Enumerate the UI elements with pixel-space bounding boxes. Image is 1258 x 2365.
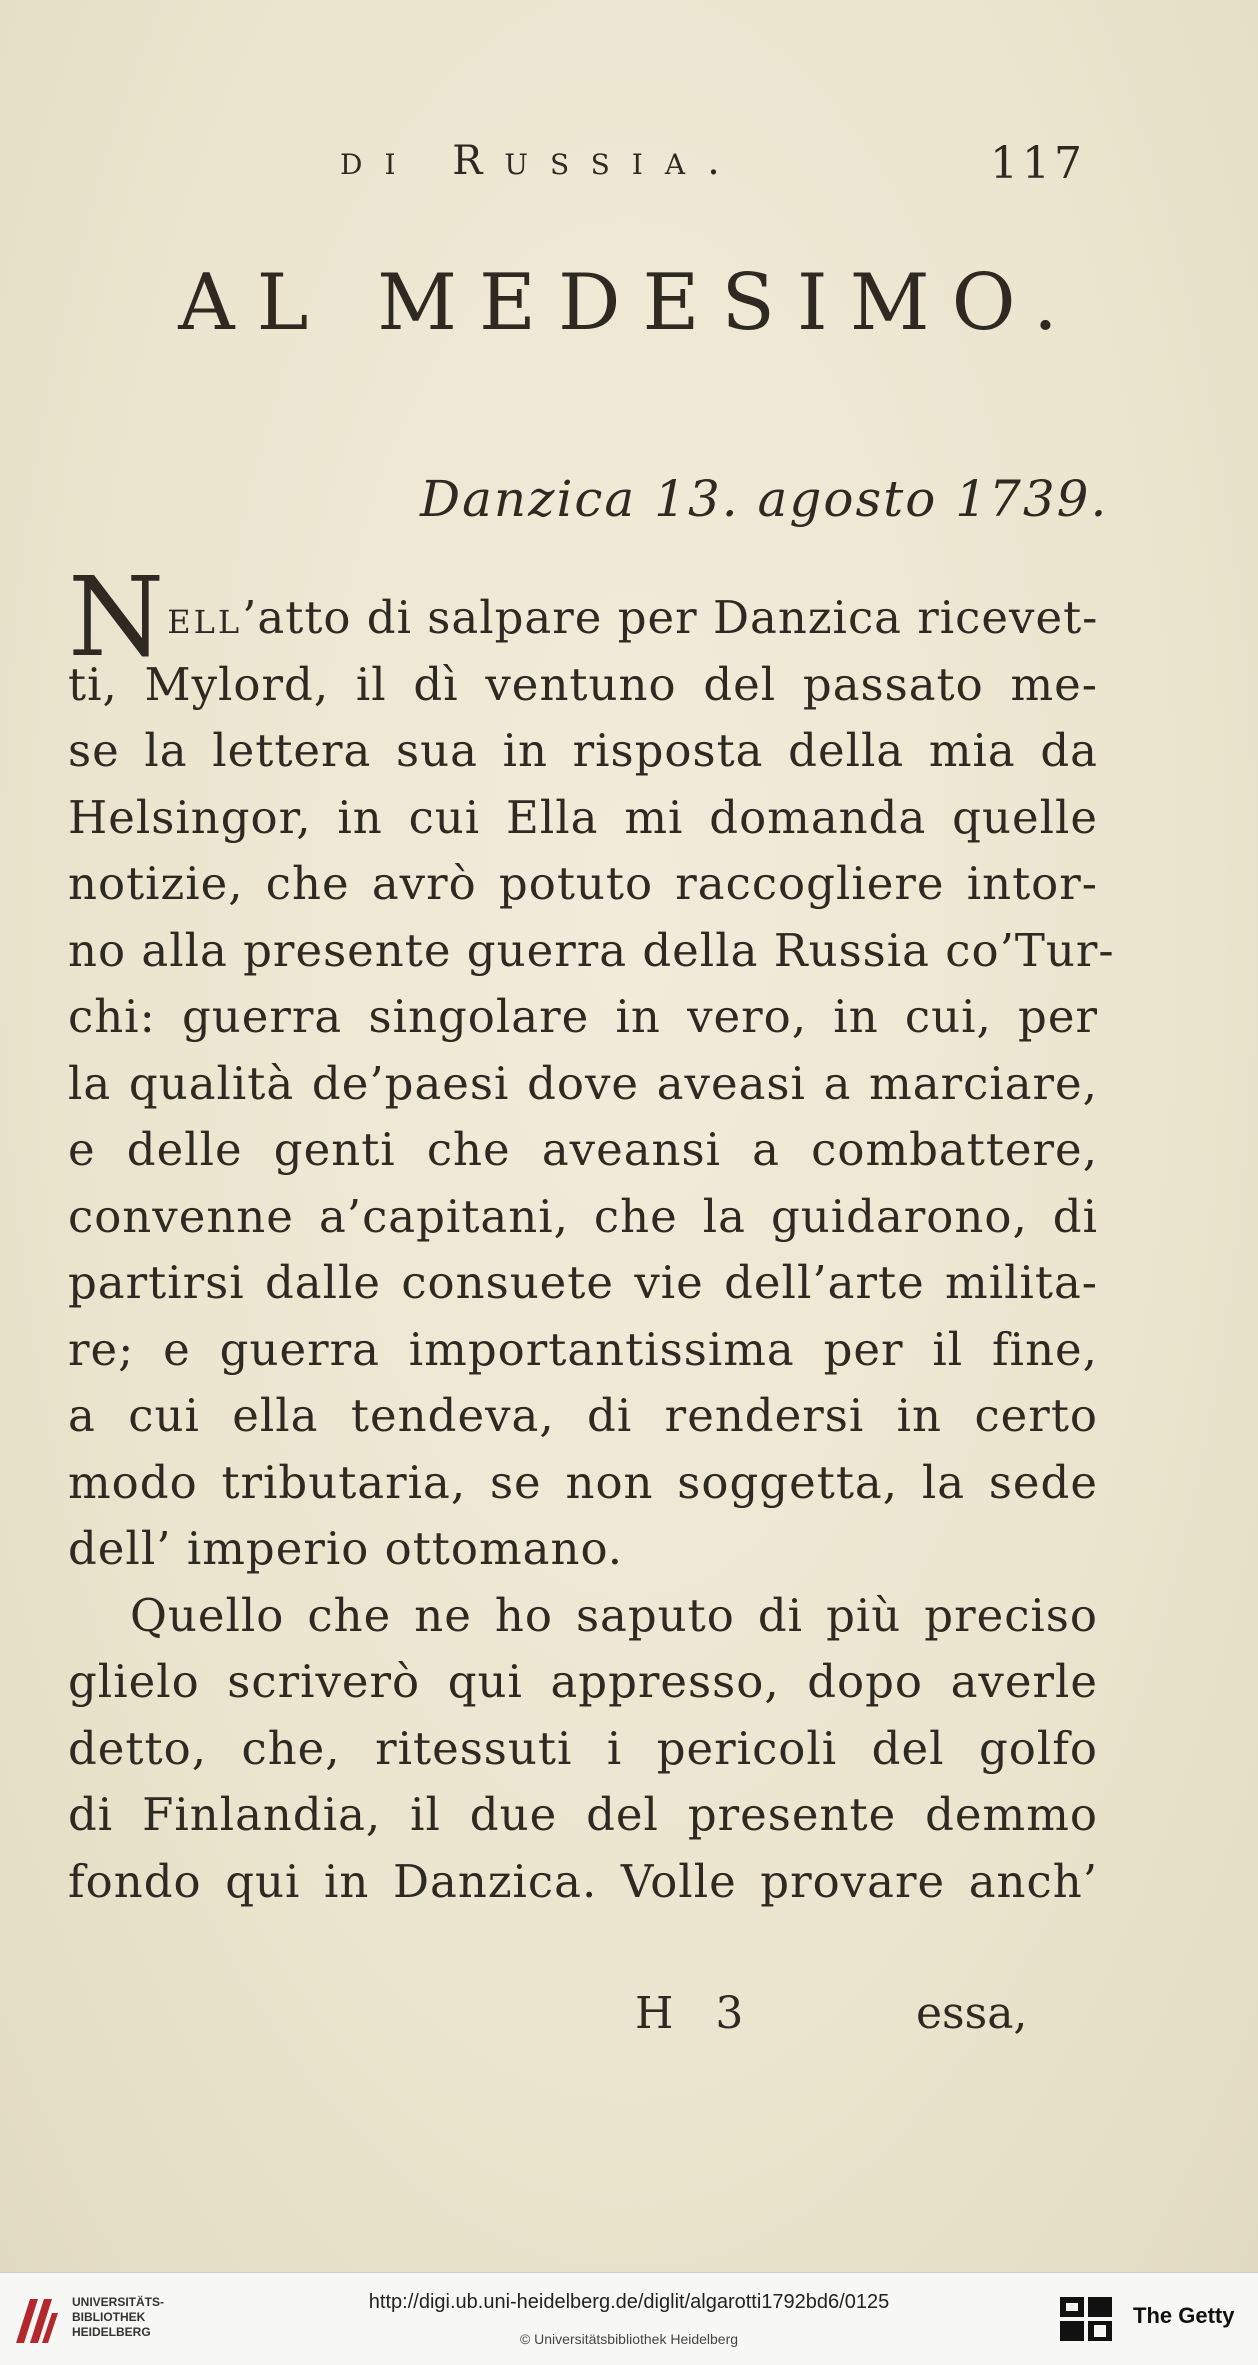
text-line: no alla presente guerra della Russia co’Tur- (68, 923, 1115, 977)
letter-heading: AL MEDESIMO. (178, 258, 1080, 348)
library-name-line: BIBLIOTHEK (72, 2310, 146, 2324)
text-line: Quello che ne ho saputo di più preciso (130, 1588, 1098, 1642)
text-line: detto, che, ritessuti i pericoli del golfo (68, 1721, 1098, 1775)
text-line: ti, Mylord, il dì ventuno del passato me- (68, 657, 1098, 711)
text-line: se la lettera sua in risposta della mia da (68, 724, 1098, 777)
text-line: notizie, che avrò potuto raccogliere intor- (68, 857, 1098, 910)
getty-logo-icon (1058, 2295, 1114, 2343)
text-line: e delle genti che aveansi a combattere, (68, 1123, 1098, 1176)
text-line: a cui ella tendeva, di rendersi in certo (68, 1389, 1098, 1442)
permalink[interactable]: http://digi.ub.uni-heidelberg.de/diglit/algarotti1792bd6/0125 (368, 2291, 890, 2313)
text-line: Helsingor, in cui Ella mi domanda quelle (68, 790, 1098, 844)
text-line: fondo qui in Danzica. Volle provare anch’ (68, 1854, 1098, 1908)
text-line: convenne a’capitani, che la guidarono, di (68, 1189, 1098, 1243)
text-line: glielo scriverò qui appresso, dopo averle (68, 1655, 1098, 1708)
partner-name: The Getty (1133, 2303, 1235, 2328)
library-name-line: UNIVERSITÄTS- (72, 2295, 165, 2309)
text-line: dell’ imperio ottomano. (68, 1522, 624, 1575)
text-line: chi: guerra singolare in vero, in cui, per (68, 990, 1098, 1043)
text-line: modo tributaria, se non soggetta, la sede (68, 1455, 1098, 1509)
viewer-footer (0, 2272, 1258, 2365)
small-caps-word: ell (167, 591, 243, 644)
copyright-notice: © Universitätsbibliothek Heidelberg (519, 2331, 739, 2347)
text-line-content: ’atto di salpare per Danzica ricevet- (242, 591, 1099, 644)
signature-mark: H 3 (635, 1988, 758, 2039)
text-line: di Finlandia, il due del presente demmo (68, 1788, 1098, 1841)
text-line: re; e guerra importantissima per il fine, (68, 1322, 1098, 1376)
running-head (0, 138, 1258, 198)
text-line: la qualità de’paesi dove aveasi a marciare, (68, 1056, 1098, 1110)
running-head-title: di Russia. (340, 138, 742, 184)
dateline: Danzica 13. agosto 1739. (420, 470, 1109, 528)
page-foot (0, 1988, 1258, 2048)
page-number: 117 (990, 138, 1086, 189)
text-line: partirsi dalle consuete vie dell’arte milita- (68, 1256, 1098, 1309)
catchword: essa, (916, 1988, 1028, 2039)
text-line (68, 553, 1099, 681)
library-name-line: HEIDELBERG (72, 2325, 151, 2339)
body-text (68, 553, 1115, 1915)
drop-cap: N (68, 553, 166, 681)
